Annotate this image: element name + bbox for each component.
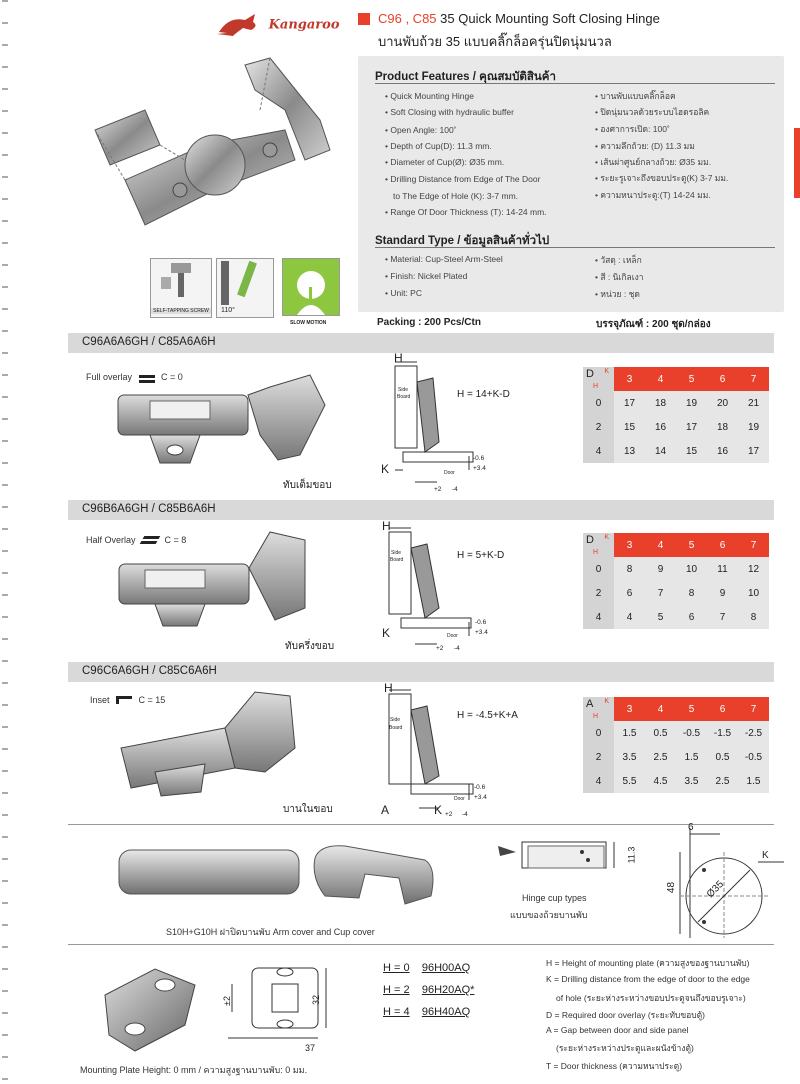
part-row-1: H = 0 96H00AQ — [383, 962, 471, 974]
feature-th-1: • บานพับแบบคลิ๊กล็อค — [595, 91, 676, 101]
page-tab — [794, 128, 800, 198]
dim-6: 6 — [688, 822, 694, 833]
table-cell: 19 — [738, 415, 769, 439]
table-corner: D K H — [583, 533, 614, 557]
feature-en-7: to The Edge of Hole (K): 3-7 mm. — [393, 191, 519, 201]
section-2-board-label: Board — [390, 557, 404, 563]
feature-en-5: • Diameter of Cup(Ø): Ø35 mm. — [385, 157, 505, 167]
plate-dim-2: ±2 — [221, 996, 232, 1006]
section-2-h-label: H — [382, 519, 391, 533]
feature-en-4: • Depth of Cup(D): 11.3 mm. — [385, 141, 492, 151]
section-2-plus2: +2 — [436, 645, 444, 652]
legend-t: T = Door thickness (ความหนาประตู) — [546, 1061, 683, 1071]
table-cell: -0.5 — [738, 745, 769, 769]
brand-name: Kangaroo — [268, 17, 340, 33]
feature-th-4: • ความลึกถ้วย: (D) 11.3 มม — [595, 141, 695, 151]
table-cell: 17 — [614, 391, 645, 415]
std-th-2: • สี : นิเกิลเงา — [595, 272, 644, 282]
section-2-minus4: -4 — [454, 645, 460, 652]
section-3-m06: -0.6 — [474, 784, 486, 791]
section-3-formula: H = -4.5+K+A — [457, 710, 518, 721]
angle-label: 110° — [221, 307, 235, 314]
packing-th: บรรจุภัณฑ์ : 200 ชุด/กล่อง — [596, 319, 711, 330]
feature-th-6: • ระยะรูเจาะถึงขอบประตู(K) 3-7 มม. — [595, 173, 729, 183]
k-header: 6 — [707, 533, 738, 557]
hinge-exploded-image — [85, 50, 345, 250]
legend-k: K = Drilling distance from the edge of door to the edge — [546, 974, 750, 984]
feature-th-2: • ปิดนุ่มนวลด้วยระบบไฮดรอลิค — [595, 107, 710, 117]
self-tapping-label: SELF-TAPPING SCREW — [151, 308, 211, 314]
k-header: 5 — [676, 367, 707, 391]
table-cell: 21 — [738, 391, 769, 415]
part-row-2: H = 2 96H20AQ* — [383, 984, 475, 996]
cup-depth-label: 11.3 — [626, 846, 637, 864]
section-1-h-label: H — [394, 351, 403, 365]
packing-en: Packing : 200 Pcs/Ctn — [377, 317, 481, 328]
table-cell: 12 — [738, 557, 769, 581]
section-1-band: C96A6A6GH / C85A6A6H — [68, 333, 774, 353]
k-header: 6 — [707, 367, 738, 391]
angle-box — [216, 258, 274, 318]
table-cell: 3.5 — [676, 769, 707, 793]
standard-heading: Standard Type / ข้อมูลสินค้าทั่วไป — [375, 235, 550, 247]
table-cell: 1.5 — [614, 721, 645, 745]
table-cell: 17 — [738, 439, 769, 463]
table-cell: 6 — [614, 581, 645, 605]
feature-th-5: • เส้นผ่าศูนย์กลางถ้วย: Ø35 มม. — [595, 157, 712, 167]
table-cell: 5 — [645, 605, 676, 629]
table-cell: -0.5 — [676, 721, 707, 745]
face-shush-icon — [283, 259, 339, 315]
table-cell: 20 — [707, 391, 738, 415]
feature-en-6: • Drilling Distance from Edge of The Door — [385, 174, 541, 184]
legend-h: H = Height of mounting plate (ความสูงของฐานบานพับ) — [546, 958, 750, 968]
row-key: 0 — [583, 557, 614, 581]
section-3-table — [583, 697, 769, 793]
features-heading: Product Features / คุณสมบัติสินค้า — [375, 71, 556, 83]
section-2-p34: +3.4 — [475, 629, 488, 636]
section-1-thai-caption: ทับเต็มขอบ — [283, 480, 332, 491]
table-cell: 16 — [645, 415, 676, 439]
section-1-table — [583, 367, 769, 463]
section-1-k-label: K — [381, 462, 390, 476]
section-3-p34: +3.4 — [474, 794, 487, 801]
std-en-2: • Finish: Nickel Plated — [385, 271, 468, 281]
section-3-side-label: Side — [390, 717, 401, 723]
table-cell: 19 — [676, 391, 707, 415]
table-cell: 0.5 — [645, 721, 676, 745]
table-cell: 16 — [707, 439, 738, 463]
table-cell: 1.5 — [676, 745, 707, 769]
table-corner: A K H — [583, 697, 614, 721]
page-title-thai: บานพับถ้วย 35 แบบคลิ๊กล็อครุ่นปิดนุ่มนวล — [378, 34, 612, 49]
table-cell: 10 — [738, 581, 769, 605]
section-1-door-label: Door — [444, 470, 455, 476]
section-1-minus4: -4 — [452, 486, 458, 493]
std-en-3: • Unit: PC — [385, 288, 422, 298]
k-header: 7 — [738, 533, 769, 557]
section-3-thai-caption: บานในขอบ — [283, 804, 333, 815]
cup-types-caption-th: แบบของถ้วยบานพับ — [510, 910, 588, 920]
dim-35: Ø35 — [704, 878, 727, 901]
table-cell: 0.5 — [707, 745, 738, 769]
k-header: 5 — [676, 533, 707, 557]
section-1-side-label: Side — [398, 387, 409, 393]
plate-dim-32: 32 — [311, 994, 322, 1006]
table-cell: 9 — [707, 581, 738, 605]
section-2-hinge-image — [115, 528, 315, 628]
row-key: 4 — [583, 605, 614, 629]
plate-caption: Mounting Plate Height: 0 mm / ความสูงฐานบานพับ: 0 มม. — [80, 1065, 308, 1075]
section-3-minus4: -4 — [462, 811, 468, 818]
section-1-overlay: Full overlay C = 0 — [86, 372, 183, 382]
section-2-m06: -0.6 — [475, 619, 487, 626]
kangaroo-logo-icon — [215, 12, 265, 38]
section-2-door-label: Door — [447, 633, 458, 639]
dim-48: 48 — [666, 881, 678, 894]
section-1-p34: +3.4 — [473, 465, 486, 472]
slow-motion-box — [282, 258, 340, 316]
section-1-m06: -0.6 — [473, 455, 485, 462]
k-header: 6 — [707, 697, 738, 721]
legend-k-cont: of hole (ระยะห่างระหว่างขอบประตูจนถึงขอบรูเจาะ) — [556, 993, 746, 1003]
table-cell: 11 — [707, 557, 738, 581]
section-3-diagram — [375, 680, 485, 820]
legend-a-cont: (ระยะห่างระหว่างประตูและผนังข้างตู้) — [556, 1043, 694, 1053]
table-cell: 4.5 — [645, 769, 676, 793]
k-header: 3 — [614, 697, 645, 721]
k-header: 4 — [645, 367, 676, 391]
row-key: 2 — [583, 581, 614, 605]
table-cell: 3.5 — [614, 745, 645, 769]
table-corner: D K H — [583, 367, 614, 391]
section-2-diagram — [375, 518, 485, 658]
feature-en-2: • Soft Closing with hydraulic buffer — [385, 107, 514, 117]
section-3-h-label: H — [384, 681, 393, 695]
legend-a: A = Gap between door and side panel — [546, 1025, 689, 1035]
section-3-a-label: A — [381, 803, 390, 817]
title-en: 35 Quick Mounting Soft Closing Hinge — [440, 11, 660, 26]
table-cell: 17 — [676, 415, 707, 439]
section-2-band: C96B6A6GH / C85B6A6H — [68, 500, 774, 520]
table-cell: 2.5 — [707, 769, 738, 793]
part-row-3: H = 4 96H40AQ — [383, 1006, 471, 1018]
title-marker — [358, 13, 370, 25]
features-rule — [375, 83, 775, 84]
table-cell: 4 — [614, 605, 645, 629]
k-header: 4 — [645, 533, 676, 557]
k-header: 3 — [614, 367, 645, 391]
section-3-band: C96C6A6GH / C85C6A6H — [68, 662, 774, 682]
section-1-hinge-image — [110, 365, 330, 475]
section-2-thai-caption: ทับครึ่งขอบ — [285, 641, 335, 652]
table-cell: 15 — [676, 439, 707, 463]
table-cell: 6 — [676, 605, 707, 629]
row-key: 2 — [583, 415, 614, 439]
self-tapping-screw-box — [150, 258, 212, 318]
screw-icon — [151, 259, 211, 303]
mounting-plate-image — [95, 955, 205, 1055]
table-cell: 8 — [738, 605, 769, 629]
feature-en-8: • Range Of Door Thickness (T): 14-24 mm. — [385, 207, 547, 217]
standard-rule — [375, 247, 775, 248]
k-header: 7 — [738, 367, 769, 391]
table-cell: 5.5 — [614, 769, 645, 793]
feature-th-3: • องศาการเปิด: 100˚ — [595, 124, 670, 134]
table-cell: 2.5 — [645, 745, 676, 769]
cover-caption: S10H+G10H ฝาปิดบานพับ Arm cover and Cup cover — [166, 927, 375, 937]
feature-en-3: • Open Angle: 100˚ — [385, 125, 457, 135]
k-header: 4 — [645, 697, 676, 721]
section-1-plus2: +2 — [434, 486, 442, 493]
section-3-plus2: +2 — [445, 811, 453, 818]
feature-en-1: • Quick Mounting Hinge — [385, 91, 474, 101]
section-3-door-label: Door — [454, 796, 465, 802]
std-th-3: • หน่วย : ชุด — [595, 289, 640, 299]
section-3-overlay: Inset C = 15 — [90, 695, 166, 705]
table-cell: 13 — [614, 439, 645, 463]
table-cell: -1.5 — [707, 721, 738, 745]
section-3-k-label: K — [434, 803, 443, 817]
section-2-k-label: K — [382, 626, 391, 640]
cup-types-caption-en: Hinge cup types — [522, 893, 587, 903]
row-key: 0 — [583, 721, 614, 745]
cover-images — [115, 838, 445, 918]
k-header: 7 — [738, 697, 769, 721]
section-divider — [68, 944, 774, 945]
table-cell: 7 — [707, 605, 738, 629]
row-key: 4 — [583, 769, 614, 793]
section-1-board-label: Board — [397, 394, 411, 400]
std-th-1: • วัสดุ : เหล็ก — [595, 255, 642, 265]
section-1-formula: H = 14+K-D — [457, 389, 510, 400]
section-3-hinge-image — [115, 688, 315, 798]
feature-th-7: • ความหนาประตู:(T) 14-24 มม. — [595, 190, 711, 200]
product-code: C96 , C85 — [378, 11, 437, 26]
cup-circle-diagram — [660, 822, 790, 942]
table-cell: 9 — [645, 557, 676, 581]
page-title — [378, 11, 660, 26]
section-2-side-label: Side — [391, 550, 402, 556]
brand-logo — [215, 12, 355, 42]
row-key: 4 — [583, 439, 614, 463]
table-cell: 18 — [707, 415, 738, 439]
section-2-formula: H = 5+K-D — [457, 550, 505, 561]
plate-dim-37: 37 — [305, 1043, 316, 1053]
table-cell: 14 — [645, 439, 676, 463]
table-cell: 1.5 — [738, 769, 769, 793]
table-cell: 8 — [676, 581, 707, 605]
dim-k: K — [762, 850, 769, 861]
table-cell: 18 — [645, 391, 676, 415]
k-header: 5 — [676, 697, 707, 721]
legend-d: D = Required door overlay (ระยะทับขอบตู้) — [546, 1010, 705, 1020]
section-2-table — [583, 533, 769, 629]
table-cell: 8 — [614, 557, 645, 581]
hinge-cup-drawing — [492, 832, 632, 892]
section-1-diagram — [375, 352, 485, 497]
open-angle-icon — [217, 259, 273, 309]
row-key: 0 — [583, 391, 614, 415]
section-2-overlay: Half Overlay C = 8 — [86, 535, 187, 545]
std-en-1: • Material: Cup-Steel Arm-Steel — [385, 254, 503, 264]
k-header: 3 — [614, 533, 645, 557]
table-cell: 7 — [645, 581, 676, 605]
slow-motion-label: SLOW MOTION — [290, 320, 327, 326]
row-key: 2 — [583, 745, 614, 769]
table-cell: 15 — [614, 415, 645, 439]
section-3-board-label: Board — [389, 725, 403, 731]
table-cell: 10 — [676, 557, 707, 581]
binder-spine — [0, 0, 10, 1084]
table-cell: -2.5 — [738, 721, 769, 745]
